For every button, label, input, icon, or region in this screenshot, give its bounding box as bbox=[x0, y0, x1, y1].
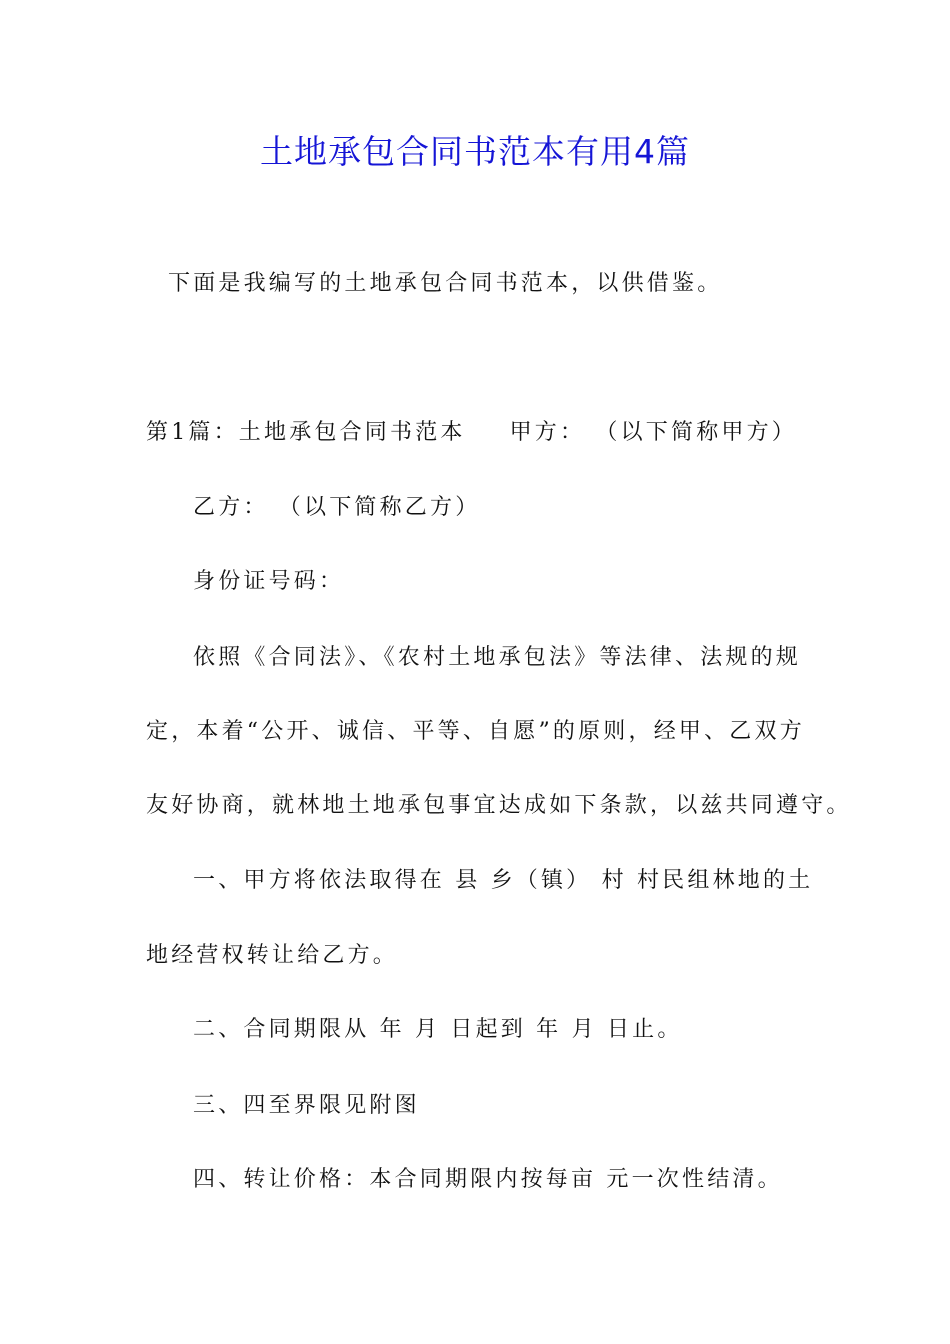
clause-4: 四、转让价格：本合同期限内按每亩 元一次性结清。 bbox=[193, 1167, 783, 1192]
clause-1-line: 一、甲方将依法取得在 县 乡（镇） 村 村民组林地的土 bbox=[193, 868, 814, 893]
party-b: 乙方： （以下简称乙方） bbox=[193, 495, 481, 520]
intro-paragraph: 下面是我编写的土地承包合同书范本，以供借鉴。 bbox=[168, 271, 723, 296]
section-heading-line bbox=[146, 415, 797, 451]
document-title: 土地承包合同书范本有用4篇 bbox=[260, 132, 690, 171]
clause-2: 二、合同期限从 年 月 日起到 年 月 日止。 bbox=[193, 1017, 683, 1042]
id-number-label: 身份证号码： bbox=[193, 569, 345, 594]
section-heading: 第1篇：土地承包合同书范本 bbox=[146, 420, 466, 445]
party-a: 甲方： （以下简称甲方） bbox=[509, 420, 798, 445]
preamble-line: 定，本着“公开、诚信、平等、自愿”的原则，经甲、乙双方 bbox=[146, 719, 805, 744]
clause-3: 三、四至界限见附图 bbox=[193, 1093, 420, 1118]
preamble-line: 依照《合同法》、《农村土地承包法》等法律、法规的规 bbox=[193, 645, 802, 670]
preamble-line: 友好协商，就林地土地承包事宜达成如下条款，以兹共同遵守。 bbox=[146, 793, 852, 818]
clause-1-line: 地经营权转让给乙方。 bbox=[146, 943, 399, 968]
